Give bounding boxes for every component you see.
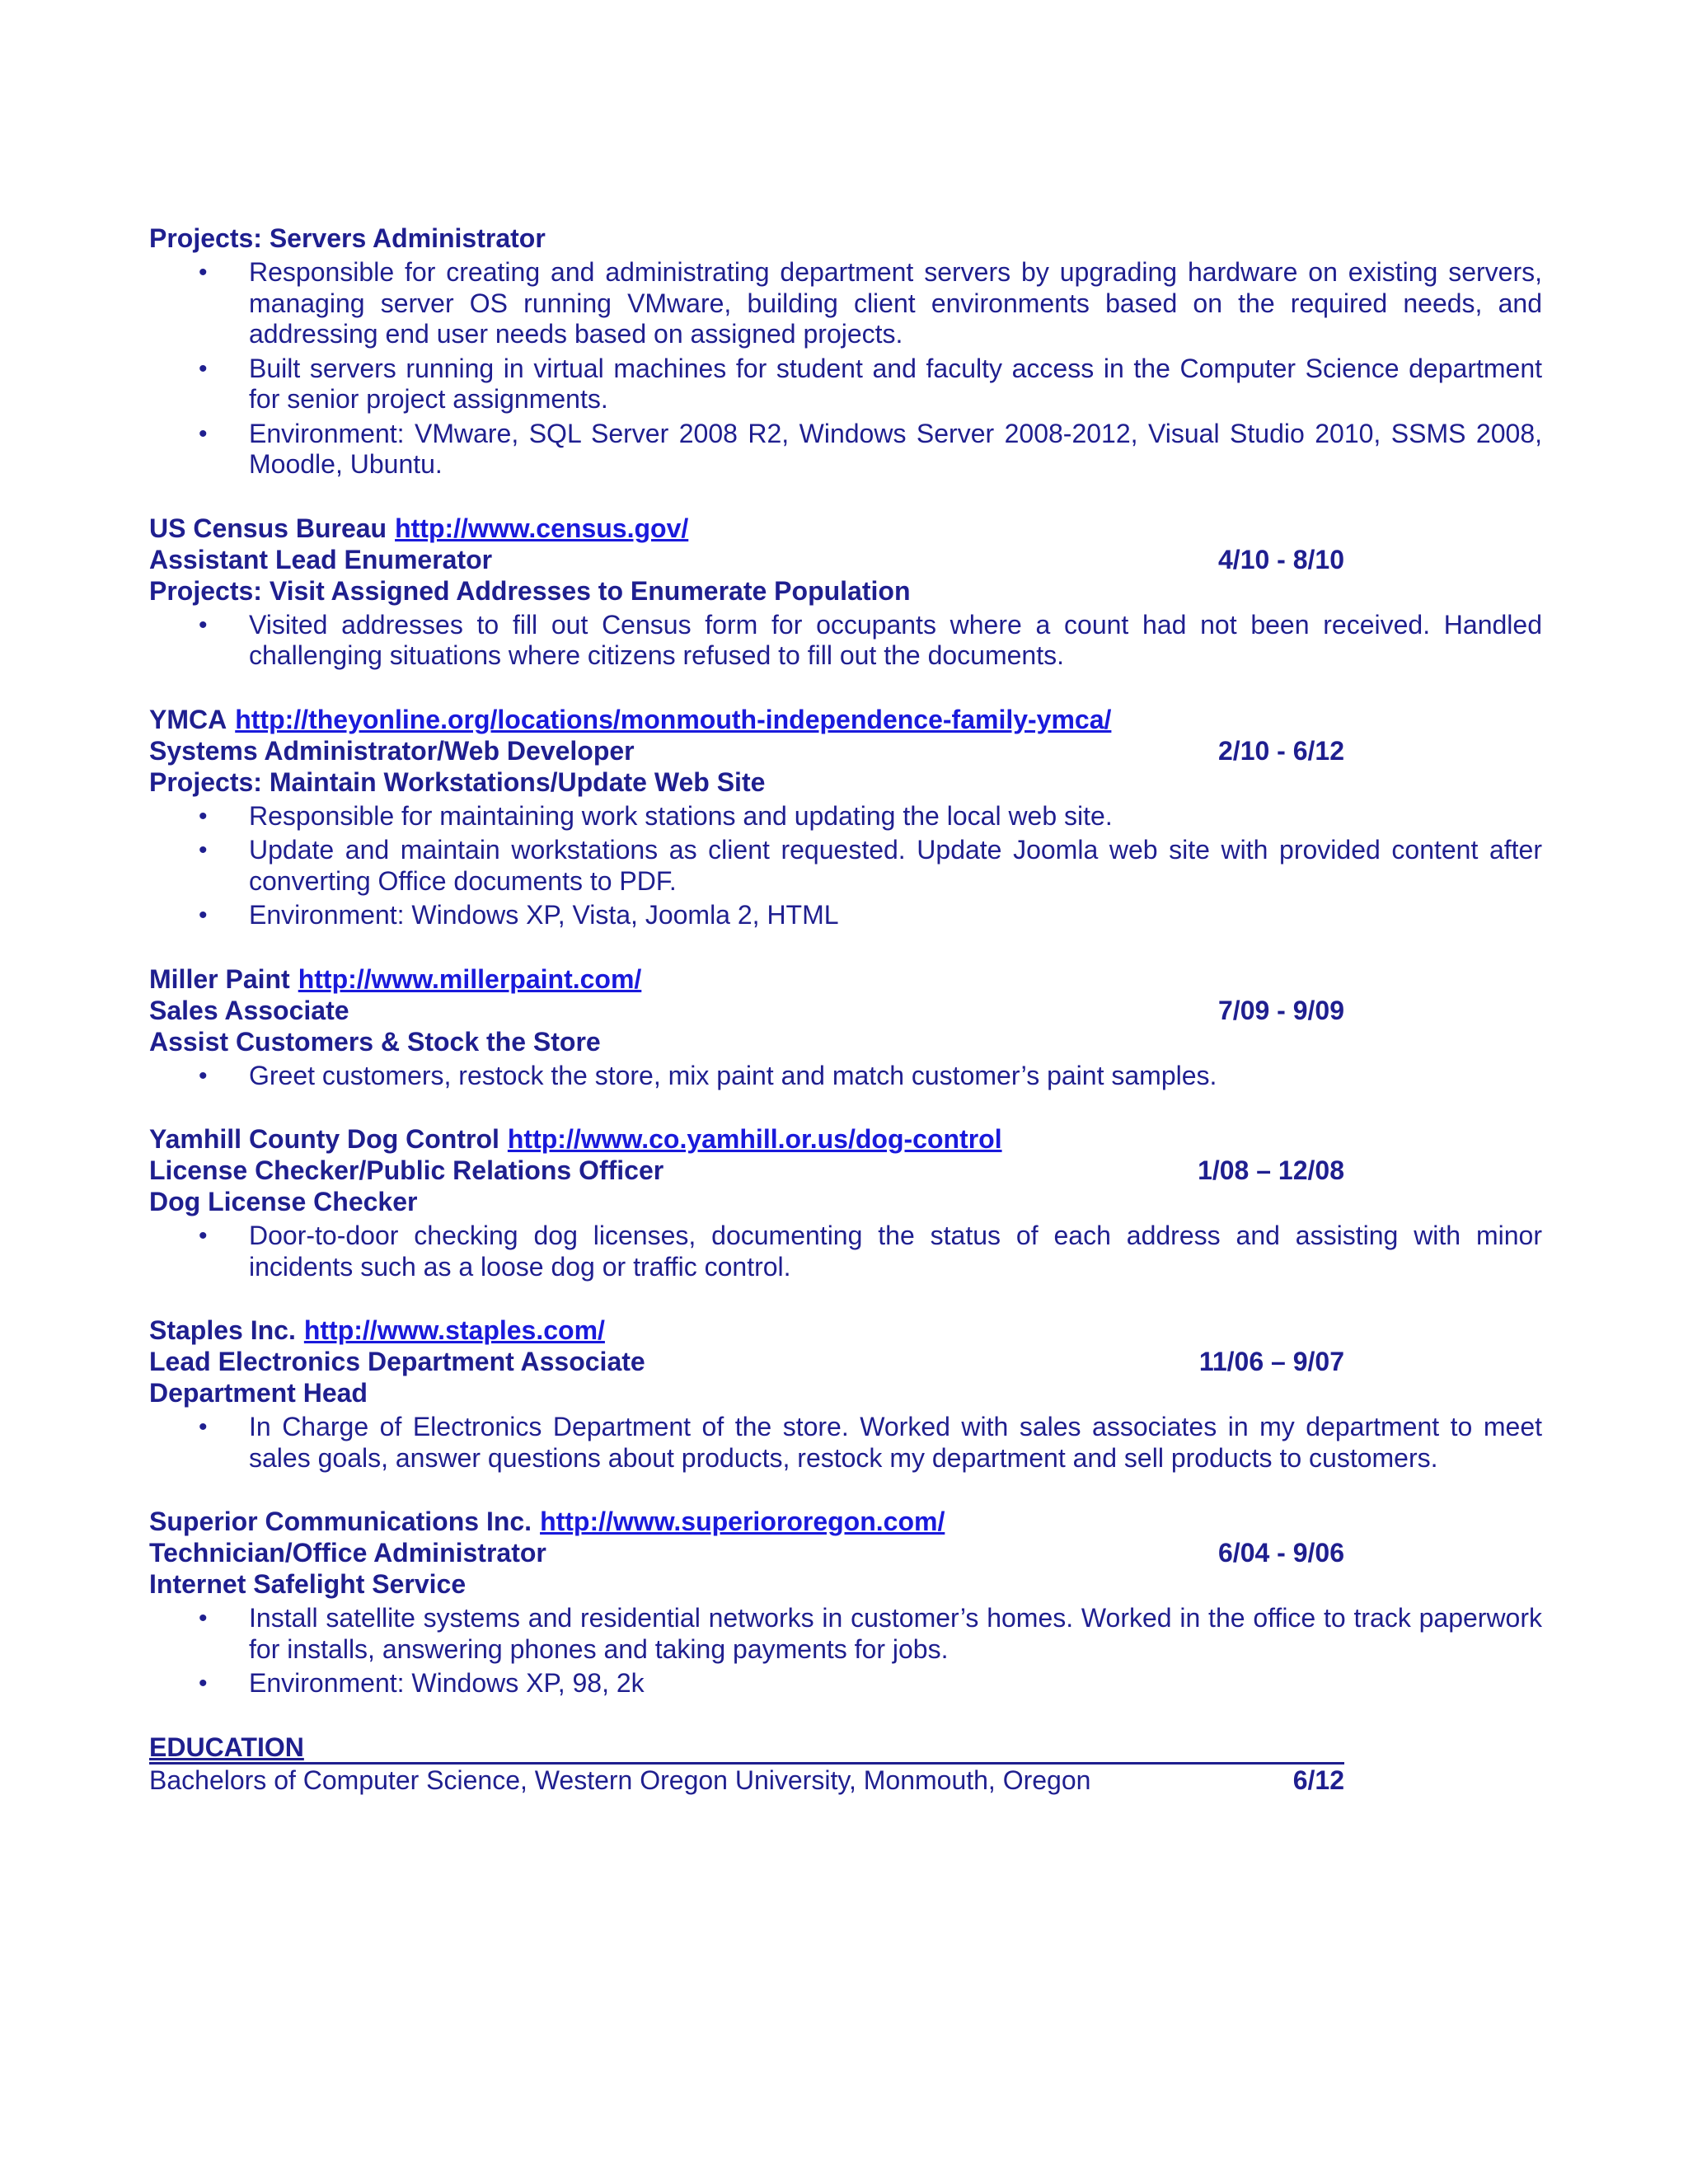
- job-title-row: [149, 735, 1344, 766]
- project-heading: Projects: Visit Assigned Addresses to Enumerate Population: [149, 575, 911, 606]
- section-ymca: [149, 704, 1542, 931]
- section-census: [149, 513, 1542, 672]
- list-item: • Built servers running in virtual machines for student and faculty access in the Computer Science department for senior project assignments.: [149, 354, 1542, 415]
- job-title-row: [149, 1537, 1344, 1568]
- section-education: [149, 1732, 1542, 1796]
- company-name: Staples Inc.: [149, 1315, 296, 1345]
- bullet-list: [149, 1221, 1542, 1282]
- job-title: License Checker/Public Relations Officer: [149, 1155, 664, 1185]
- bullet-list: [149, 1412, 1542, 1474]
- bullet-list: [149, 1603, 1542, 1699]
- list-item: • Door-to-door checking dog licenses, documenting the status of each address and assisting with minor incidents such as a loose dog or traffic control.: [149, 1221, 1542, 1282]
- company-name: Miller Paint: [149, 963, 290, 994]
- bullet-list: [149, 801, 1542, 931]
- job-dates: 11/06 – 9/07: [1198, 1347, 1344, 1376]
- education-heading: EDUCATION: [149, 1732, 1344, 1765]
- project-heading: Internet Safelight Service: [149, 1569, 467, 1599]
- company-link[interactable]: http://www.staples.com/: [303, 1315, 605, 1345]
- education-row: [149, 1765, 1344, 1796]
- bullet-list: [149, 1061, 1542, 1092]
- company-link[interactable]: http://www.millerpaint.com/: [298, 963, 642, 994]
- job-title-row: [149, 544, 1344, 575]
- job-title: Sales Associate: [149, 995, 349, 1025]
- education-date: 6/12: [1292, 1765, 1344, 1795]
- project-heading: Projects: Maintain Workstations/Update Web Site: [149, 766, 766, 797]
- job-title-row: [149, 995, 1344, 1026]
- job-dates: 1/08 – 12/08: [1198, 1155, 1344, 1185]
- company-line: [149, 963, 1542, 995]
- project-heading: Projects: Servers Administrator: [149, 223, 546, 253]
- list-item: • Environment: Windows XP, 98, 2k: [149, 1668, 1542, 1699]
- section-staples: [149, 1315, 1542, 1474]
- company-link[interactable]: http://www.co.yamhill.or.us/dog-control: [507, 1124, 1002, 1154]
- list-item: • Greet customers, restock the store, mix paint and match customer’s paint samples.: [149, 1061, 1542, 1092]
- company-name: YMCA: [149, 704, 227, 734]
- section-yamhill: [149, 1123, 1542, 1282]
- company-line: [149, 704, 1542, 735]
- company-line: [149, 1506, 1542, 1537]
- job-title: Assistant Lead Enumerator: [149, 544, 493, 574]
- company-link[interactable]: http://theyonline.org/locations/monmouth-independence-family-ymca/: [235, 704, 1112, 734]
- job-dates: 4/10 - 8/10: [1218, 544, 1344, 574]
- company-line: [149, 1123, 1542, 1155]
- job-dates: 7/09 - 9/09: [1218, 995, 1344, 1025]
- job-title-row: [149, 1346, 1344, 1377]
- project-heading: Assist Customers & Stock the Store: [149, 1026, 601, 1057]
- list-item: • Install satellite systems and residential networks in customer’s homes. Worked in the office to track paperwork for installs, answering phones and taking payments for jobs.: [149, 1603, 1542, 1665]
- company-link[interactable]: http://www.census.gov/: [395, 513, 689, 543]
- company-name: Superior Communications Inc.: [149, 1507, 532, 1536]
- list-item: • Update and maintain workstations as client requested. Update Joomla web site with provided content after converting Office documents to PDF.: [149, 835, 1542, 897]
- job-title: Technician/Office Administrator: [149, 1538, 546, 1568]
- resume-page: [149, 223, 1542, 1796]
- company-line: [149, 1315, 1542, 1346]
- list-item: • Environment: Windows XP, Vista, Joomla 2, HTML: [149, 900, 1542, 931]
- job-dates: 2/10 - 6/12: [1218, 735, 1344, 766]
- company-line: [149, 513, 1542, 544]
- section-servers-admin: [149, 223, 1542, 480]
- project-heading: Dog License Checker: [149, 1187, 418, 1216]
- company-link[interactable]: http://www.superiororegon.com/: [540, 1507, 945, 1536]
- company-name: US Census Bureau: [149, 513, 387, 543]
- bullet-list: [149, 610, 1542, 672]
- job-title: Lead Electronics Department Associate: [149, 1347, 645, 1376]
- list-item: • Visited addresses to fill out Census form for occupants where a count had not been received. Handled challenging situations where citizens refused to fill out the documents.: [149, 610, 1542, 672]
- section-miller-paint: [149, 963, 1542, 1092]
- list-item: • Responsible for maintaining work stations and updating the local web site.: [149, 801, 1542, 832]
- company-name: Yamhill County Dog Control: [149, 1124, 499, 1154]
- bullet-list: [149, 257, 1542, 480]
- list-item: • In Charge of Electronics Department of the store. Worked with sales associates in my department to meet sales goals, answer questions about products, restock my department and sell products to customers.: [149, 1412, 1542, 1474]
- section-superior: [149, 1506, 1542, 1699]
- job-title-row: [149, 1155, 1344, 1186]
- education-degree: Bachelors of Computer Science, Western Oregon University, Monmouth, Oregon: [149, 1765, 1091, 1795]
- job-title: Systems Administrator/Web Developer: [149, 735, 635, 766]
- list-item: • Responsible for creating and administrating department servers by upgrading hardware on existing servers, managing server OS running VMware, building client environments based on the required needs, and addressing end user needs based on assigned projects.: [149, 257, 1542, 350]
- list-item: • Environment: VMware, SQL Server 2008 R2, Windows Server 2008-2012, Visual Studio 2010, SSMS 2008, Moodle, Ubuntu.: [149, 419, 1542, 480]
- job-dates: 6/04 - 9/06: [1218, 1538, 1344, 1568]
- project-heading: Department Head: [149, 1378, 368, 1408]
